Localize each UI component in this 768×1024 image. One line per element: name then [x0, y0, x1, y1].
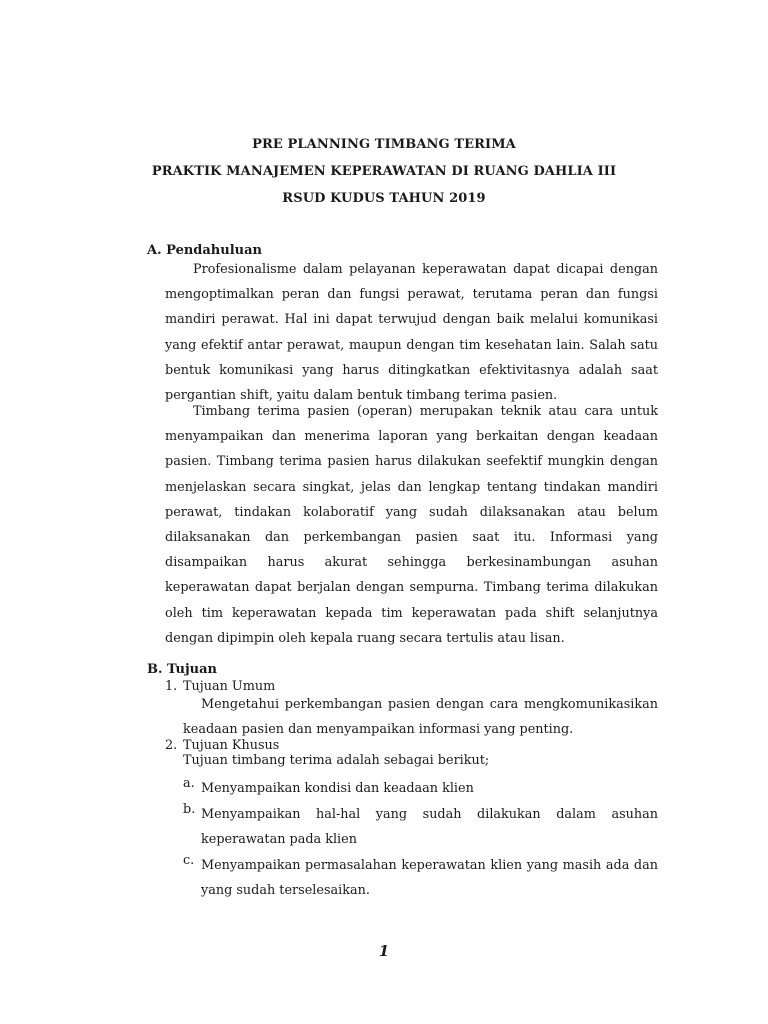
subsection-title: Tujuan Umum [183, 679, 276, 694]
list-item-letter: a. [183, 776, 195, 791]
page-number: 1 [378, 942, 390, 960]
list-item-text: Menyampaikan permasalahan keperawatan klien yang masih ada dan yang sudah terselesaikan. [201, 858, 658, 898]
section-a-paragraph-1: Profesionalisme dalam pelayanan keperawatan dapat dicapai dengan mengoptimalkan peran dan fungsi perawat, terutama peran dan fungsi mandiri perawat. Hal ini dapat terwujud dengan baik melalui komunikasi yang efektif antar perawat, maupun dengan tim kesehatan lain. Salah satu bentuk komunikasi yang harus ditingkatkan efektivitasnya adalah saat pergantian shift, yaitu dalam bentuk timbang terima pasien. [165, 262, 658, 404]
document-subtitle: PRAKTIK MANAJEMEN KEPERAWATAN DI RUANG DAHLIA III [151, 164, 617, 179]
section-b-heading: B. Tujuan [147, 662, 218, 677]
document-subtitle-2: RSUD KUDUS TAHUN 2019 [282, 191, 486, 206]
list-item-letter: c. [183, 853, 195, 868]
section-a-heading: A. Pendahuluan [147, 243, 262, 258]
subsection-number: 1. [165, 679, 178, 694]
subsection-2-intro: Tujuan timbang terima adalah sebagai berikut; [183, 753, 490, 768]
list-item [183, 802, 658, 852]
list-item [183, 776, 658, 801]
subsection-2-heading [165, 738, 279, 753]
subsection-title: Tujuan Khusus [183, 738, 280, 753]
subsection-number: 2. [165, 738, 178, 753]
section-a-paragraph-2: Timbang terima pasien (operan) merupakan teknik atau cara untuk menyampaikan dan menerima laporan yang berkaitan dengan keadaan pasien. Timbang terima pasien harus dilakukan seefektif mungkin dengan menjelaskan secara singkat, jelas dan lengkap tentang tindakan mandiri perawat, tindakan kolaboratif yang sudah dilaksanakan atau belum dilaksanakan dan perkembangan pasien saat itu. Informasi yang disampaikan harus akurat sehingga berkesinambungan asuhan keperawatan dapat berjalan dengan sempurna. Timbang terima dilakukan oleh tim keperawatan kepada tim keperawatan pada shift selanjutnya dengan dipimpin oleh kepala ruang secara tertulis atau lisan. [165, 404, 658, 646]
list-item-text: Menyampaikan kondisi dan keadaan klien [201, 781, 474, 796]
list-item-letter: b. [183, 802, 196, 817]
subsection-1-text: Mengetahui perkembangan pasien dengan cara mengkomunikasikan keadaan pasien dan menyampaikan informasi yang penting. [183, 697, 658, 737]
document-title: PRE PLANNING TIMBANG TERIMA [252, 137, 516, 152]
list-item [183, 853, 658, 903]
list-item-text: Menyampaikan hal-hal yang sudah dilakukan dalam asuhan keperawatan pada klien [201, 807, 658, 847]
